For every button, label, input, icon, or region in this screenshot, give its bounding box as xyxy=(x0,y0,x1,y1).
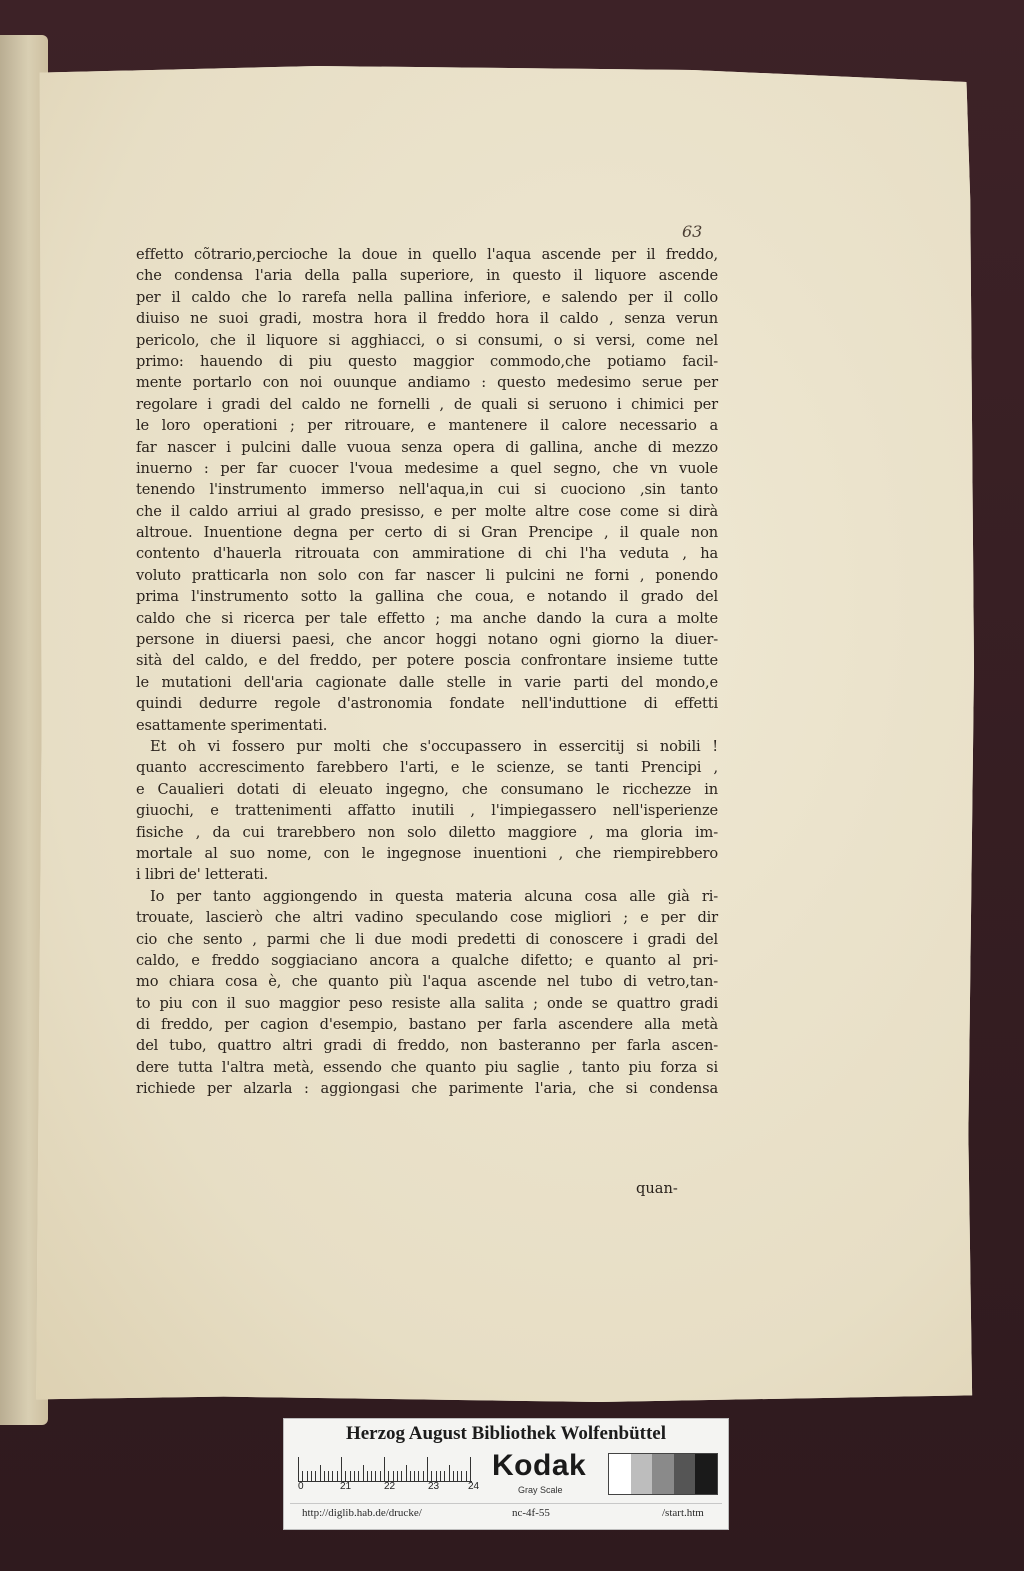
text-line: dere tutta l'altra metà, essendo che quanto piu saglie , tanto piu forza si xyxy=(136,1058,718,1076)
text-line: per il caldo che lo rarefa nella pallina inferiore, e salendo per il collo xyxy=(136,288,718,306)
text-line: regolare i gradi del caldo ne fornelli , de quali si seruono i chimici per xyxy=(136,395,718,413)
text-line: effetto cõtrario,percioche la doue in quello l'aqua ascende per il freddo, xyxy=(136,246,718,263)
text-line: trouate, lascierò che altri vadino speculando cose migliori ; e per dir xyxy=(136,909,718,927)
ruler-number: 24 xyxy=(468,1481,480,1492)
text-line: far nascer i pulcini dalle vuoua senza opera di gallina, anche di mezzo xyxy=(136,438,718,456)
ruler xyxy=(298,1453,472,1482)
ruler-tick xyxy=(350,1471,351,1481)
ruler-tick xyxy=(307,1471,308,1481)
ruler-tick xyxy=(440,1471,441,1481)
ruler-tick xyxy=(397,1471,398,1481)
ruler-number: 22 xyxy=(384,1481,396,1492)
ruler-tick xyxy=(461,1471,462,1481)
text-line: primo: hauendo di piu questo maggior commodo,che potiamo facil- xyxy=(136,352,718,370)
text-line: contento d'hauerla ritrouata con ammiratione di chi l'ha veduta , ha xyxy=(136,545,718,563)
text-line: giuochi, e trattenimenti affatto inutili , l'impiegassero nell'isperienze xyxy=(136,802,718,820)
ruler-tick xyxy=(410,1471,411,1481)
ruler-tick xyxy=(375,1471,376,1481)
ruler-tick xyxy=(406,1465,407,1481)
ruler-tick xyxy=(418,1471,419,1481)
ruler-tick xyxy=(423,1471,424,1481)
ruler-tick xyxy=(371,1471,372,1481)
ruler-tick xyxy=(315,1471,316,1481)
ruler-tick xyxy=(380,1471,381,1481)
text-line: fisiche , da cui trarebbero non solo diletto maggiore , ma gloria im- xyxy=(136,823,718,841)
text-line: sità del caldo, e del freddo, per potere poscia confrontare insieme tutte xyxy=(136,652,718,670)
text-line: mortale al suo nome, con le ingegnose inuentioni , che riempirebbero xyxy=(136,844,718,862)
ruler-tick xyxy=(367,1471,368,1481)
footer-divider xyxy=(290,1503,722,1504)
text-line: del tubo, quattro altri gradi di freddo, non basteranno per farla ascen- xyxy=(136,1037,718,1055)
ruler-tick xyxy=(354,1471,355,1481)
start-page-link: /start.htm xyxy=(662,1507,704,1519)
ruler-tick xyxy=(466,1471,467,1481)
ruler-tick xyxy=(345,1471,346,1481)
kodak-logo: Kodak xyxy=(492,1449,587,1482)
ruler-tick xyxy=(337,1471,338,1481)
ruler-tick xyxy=(311,1471,312,1481)
ruler-tick xyxy=(320,1465,321,1481)
text-line: mente portarlo con noi ouunque andiamo : questo medesimo serue per xyxy=(136,374,718,392)
body-text xyxy=(136,244,718,1100)
library-name: Herzog August Bibliothek Wolfenbüttel xyxy=(345,1423,667,1444)
gray-scale-swatches xyxy=(608,1453,718,1495)
ruler-tick xyxy=(302,1471,303,1481)
ruler-tick xyxy=(431,1471,432,1481)
text-line: prima l'instrumento sotto la gallina che coua, e notando il grado del xyxy=(136,588,718,606)
text-line: di freddo, per cagion d'esempio, bastano per farla ascendere alla metà xyxy=(136,1016,718,1034)
ruler-number: 23 xyxy=(428,1481,440,1492)
ruler-tick xyxy=(453,1471,454,1481)
text-line: pericolo, che il liquore si agghiacci, o si consumi, o si versi, come nel xyxy=(136,331,718,349)
ruler-tick xyxy=(444,1471,445,1481)
ruler-tick xyxy=(324,1471,325,1481)
text-line: e Caualieri dotati di eleuato ingegno, che consumano le ricchezze in xyxy=(136,780,718,798)
text-line: le loro operationi ; per ritrouare, e mantenere il calore necessario a xyxy=(136,417,718,435)
catchword: quan- xyxy=(636,1180,678,1197)
text-line: richiede per alzarla : aggiongasi che parimente l'aria, che si condensa xyxy=(136,1080,718,1098)
text-line: i libri de' letterati. xyxy=(136,866,269,884)
text-line: altroue. Inuentione degna per certo di si Gran Prencipe , il quale non xyxy=(136,524,718,542)
text-line: Et oh vi fossero pur molti che s'occupassero in essercitij si nobili ! xyxy=(150,737,718,755)
ruler-tick xyxy=(470,1457,471,1481)
ruler-tick xyxy=(457,1471,458,1481)
text-line: quindi dedurre regole d'astronomia fondate nell'induttione di effetti xyxy=(136,695,718,713)
text-line: le mutationi dell'aria cagionate dalle stelle in varie parti del mondo,e xyxy=(136,673,718,691)
text-line: che condensa l'aria della palla superiore, in questo il liquore ascende xyxy=(136,267,718,285)
ruler-tick xyxy=(332,1471,333,1481)
text-line: caldo, e freddo soggiaciano ancora a qualche difetto; e quanto al pri- xyxy=(136,951,718,969)
text-line: persone in diuersi paesi, che ancor hoggi notano ogni giorno la diuer- xyxy=(136,631,718,649)
ruler-tick xyxy=(427,1457,428,1481)
text-line: diuiso ne suoi gradi, mostra hora il freddo hora il caldo , senza verun xyxy=(136,310,718,328)
text-line: tenendo l'instrumento immerso nell'aqua,in cui si cuociono ,sin tanto xyxy=(136,481,718,499)
archive-strip xyxy=(283,1418,729,1530)
ruler-tick xyxy=(414,1471,415,1481)
text-line: voluto pratticarla non solo con far nascer li pulcini ne forni , ponendo xyxy=(136,566,718,584)
ruler-tick xyxy=(393,1471,394,1481)
text-line: esattamente sperimentati. xyxy=(136,716,328,734)
ruler-tick xyxy=(298,1457,299,1481)
gray-scale-label: Gray Scale xyxy=(518,1485,563,1495)
text-line: cio che sento , parmi che li due modi predetti di conoscere i gradi del xyxy=(136,930,718,948)
text-line: caldo che si ricerca per tale effetto ; ma anche dando la cura a molte xyxy=(136,609,718,627)
ruler-tick xyxy=(388,1471,389,1481)
text-line: mo chiara cosa è, che quanto più l'aqua ascende nel tubo di vetro,tan- xyxy=(136,973,718,991)
text-line: to piu con il suo maggior peso resiste alla salita ; onde se quattro gradi xyxy=(136,994,718,1012)
text-line: quanto accrescimento farebbero l'arti, e le scienze, se tanti Prencipi , xyxy=(136,759,718,777)
ruler-tick xyxy=(436,1471,437,1481)
ruler-tick xyxy=(358,1471,359,1481)
ruler-tick xyxy=(328,1471,329,1481)
ruler-tick xyxy=(401,1471,402,1481)
text-line: Io per tanto aggiongendo in questa materia alcuna cosa alle già ri- xyxy=(150,887,718,905)
text-line: che il caldo arriui al grado presisso, e per molte altre cose come si dirà xyxy=(136,502,718,520)
ruler-number: 21 xyxy=(340,1481,352,1492)
archive-url: http://diglib.hab.de/drucke/ xyxy=(302,1507,422,1519)
ruler-tick xyxy=(384,1457,385,1481)
page-number: 63 xyxy=(682,222,703,241)
ruler-tick xyxy=(363,1465,364,1481)
text-line: inuerno : per far cuocer l'voua medesime a quel segno, che vn vuole xyxy=(136,459,718,477)
ruler-tick xyxy=(341,1457,342,1481)
ruler-tick xyxy=(449,1465,450,1481)
ruler-number: 0 xyxy=(298,1481,304,1492)
shelfmark: nc-4f-55 xyxy=(512,1507,550,1519)
